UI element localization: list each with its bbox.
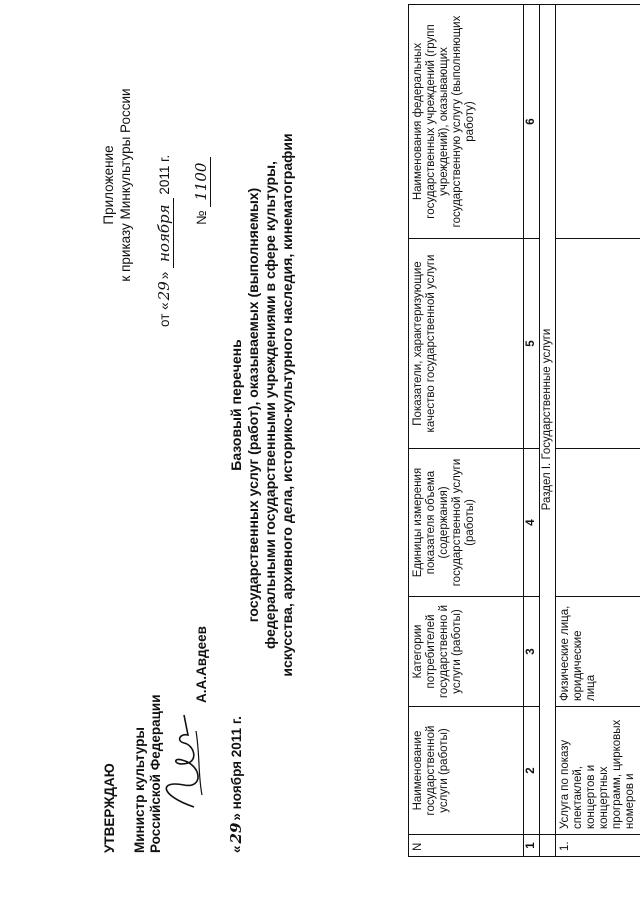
signer-name: А.А.Авдеев [194, 626, 209, 703]
column-number: 2 [524, 707, 540, 835]
table-header-cell: Категории потребителей государственно й услуги (работы) [409, 597, 524, 707]
appendix-date-mid: » [157, 271, 172, 280]
appendix-order-date [156, 25, 173, 345]
table-header-cell: Единицы измерения показателя объема (содержания) государственной услуги (работы) [409, 449, 524, 597]
appendix-date-month: ноября [155, 198, 174, 268]
section-spacer-cell [540, 835, 556, 857]
appendix-date-day: 29 [155, 281, 173, 301]
heading-line2: государственных услуг (работ), оказываемых (выполняемых) [245, 187, 261, 623]
column-number: 1 [524, 835, 540, 857]
row-quality [556, 239, 640, 449]
column-number: 6 [524, 5, 540, 239]
services-table [408, 4, 640, 857]
table-section-row [540, 5, 556, 857]
table-number-row [524, 5, 540, 857]
signature-row [180, 593, 214, 853]
appendix-date-from: от « [157, 302, 172, 327]
heading-line4: искусства, архивного дела, историко-культурного наследия, кинематографии [279, 133, 295, 677]
row-service-name: Услуга по показу спектаклей, концертов и концертных программ, цирковых номеров и [556, 707, 640, 835]
table-header-row [409, 5, 524, 857]
table-header-cell: Показатели, характеризующие качество государственной услуги [409, 239, 524, 449]
approval-date-rest: » ноября 2011 г. [229, 716, 244, 821]
appendix-number-value: 1100 [192, 157, 211, 207]
heading-line1: Базовый перечень [228, 339, 244, 471]
approval-date-day: 29 [227, 822, 245, 844]
signature-icon [154, 705, 214, 815]
table-row [556, 5, 640, 857]
document-heading [228, 55, 296, 755]
approval-position-line2: Российской Федерации [148, 694, 163, 853]
appendix-date-year: 2011 г. [157, 154, 172, 195]
table-header-cell: N [409, 835, 524, 857]
row-number: 1. [556, 835, 640, 857]
appendix-order-number [193, 25, 210, 345]
row-units [556, 449, 640, 597]
approval-date-open-quote: « [229, 845, 244, 853]
appendix-block [100, 25, 210, 345]
approval-position-line1: Министр культуры [132, 727, 147, 853]
approval-title: УТВЕРЖДАЮ [102, 763, 117, 853]
table-header-cell: Наименование государственной услуги (работы) [409, 707, 524, 835]
row-consumers: Физические лица, юридические лица [556, 597, 640, 707]
appendix-line1: Приложение [101, 145, 116, 225]
column-number: 4 [524, 449, 540, 597]
table-header-cell: Наименования федеральных государственных учреждений (групп учреждений), оказывающих государственную услугу (выполняющих работу) [409, 5, 524, 239]
column-number: 3 [524, 597, 540, 707]
row-institutions [556, 5, 640, 239]
section-title: Раздел I. Государственные услуги [540, 5, 556, 835]
column-number: 5 [524, 239, 540, 449]
approval-block [102, 593, 245, 853]
appendix-number-label: № [194, 210, 209, 225]
appendix-line2: к приказу Минкультуры России [118, 88, 133, 282]
heading-line3: федеральными государственными учреждениями в сфере культуры, [262, 161, 278, 649]
